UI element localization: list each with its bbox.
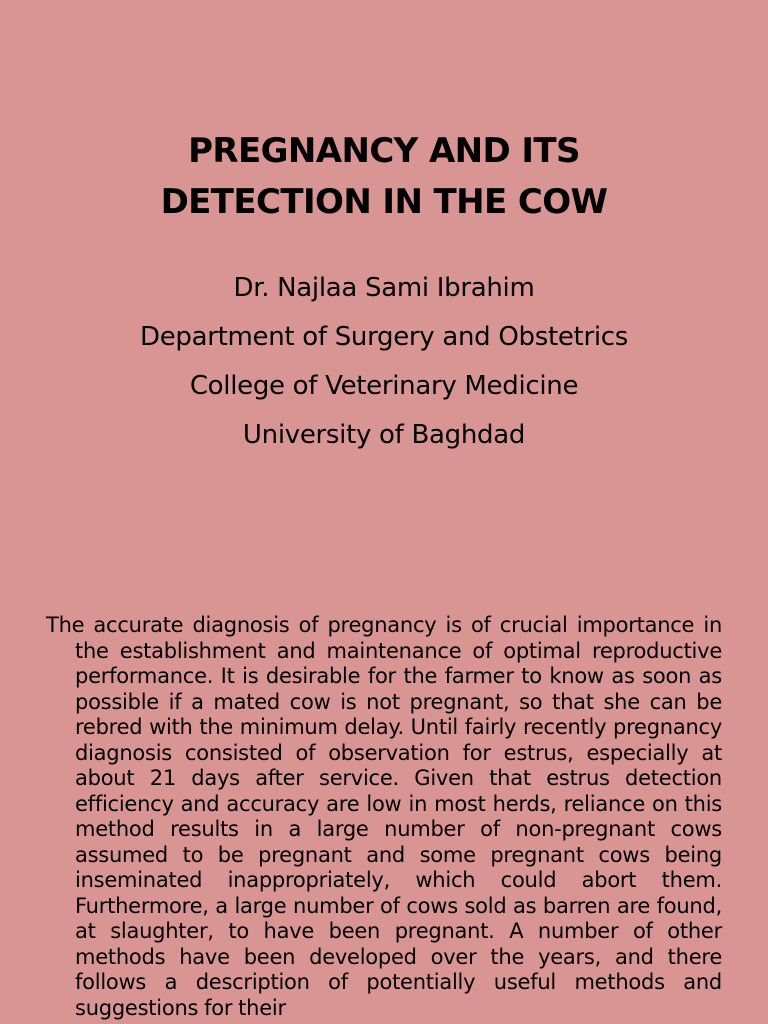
college-name: College of Veterinary Medicine bbox=[189, 371, 579, 401]
body-paragraph: The accurate diagnosis of pregnancy is of crucial importance in the establishment and maintenance of optimal reproductive performance. It is desirable for the farmer to know as soon as possible if a mated cow is not pregnant, so that she can be rebred with the minimum delay. Until fairly recently pregnancy diagnosis consisted of observation for estrus, especially at about 21 days after service. Given that estrus detection efficiency and accuracy are low in most herds, reliance on this method results in a large number of non-pregnant cows assumed to be pregnant and some pregnant cows being inseminated inappropriately, which could abort them. Furthermore, a large number of cows sold as barren are found, at slaughter, to have been pregnant. A number of other methods have been developed over the years, and there follows a description of potentially useful methods and suggestions for their bbox=[46, 613, 722, 1020]
title-line-2: DETECTION IN THE COW bbox=[160, 182, 608, 222]
title-line-1: PREGNANCY AND ITS bbox=[188, 131, 580, 171]
university-name: University of Baghdad bbox=[242, 420, 526, 450]
department-name: Department of Surgery and Obstetrics bbox=[139, 322, 628, 352]
slide-subtitle bbox=[0, 264, 768, 460]
author-name: Dr. Najlaa Sami Ibrahim bbox=[233, 273, 535, 303]
slide-title bbox=[0, 126, 768, 228]
text-slide bbox=[0, 613, 768, 1024]
